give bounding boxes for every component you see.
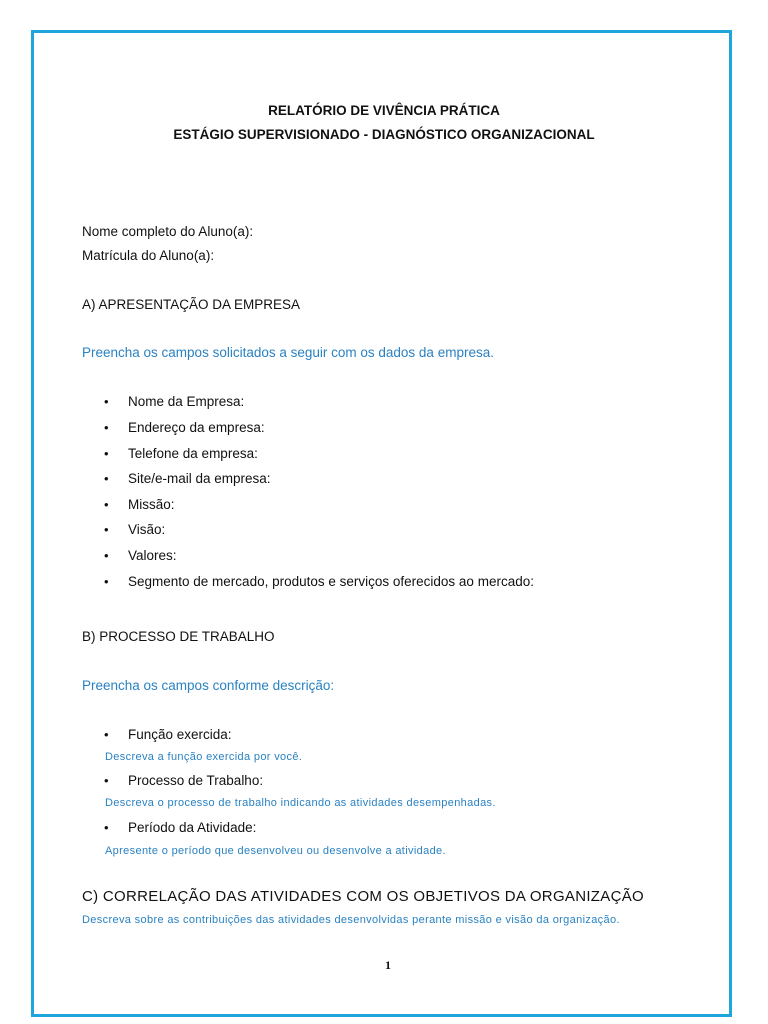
section-a-instruction: Preencha os campos solicitados a seguir com os dados da empresa. — [82, 345, 494, 360]
section-c-hint: Descreva sobre as contribuições das atividades desenvolvidas perante missão e visão da organização. — [82, 914, 620, 926]
document-title: RELATÓRIO DE VIVÊNCIA PRÁTICA — [268, 103, 500, 118]
company-name-label: Nome da Empresa: — [128, 394, 245, 409]
company-segment-label: Segmento de mercado, produtos e serviços oferecidos ao mercado: — [128, 574, 534, 589]
bullet-icon: • — [104, 522, 109, 537]
company-site-label: Site/e-mail da empresa: — [128, 471, 271, 486]
bullet-icon: • — [104, 773, 109, 788]
section-c-heading: C) CORRELAÇÃO DAS ATIVIDADES COM OS OBJETIVOS DA ORGANIZAÇÃO — [82, 888, 644, 905]
work-process-hint: Descreva o processo de trabalho indicando as atividades desempenhadas. — [105, 797, 496, 809]
page-number: 1 — [385, 958, 391, 972]
document-subtitle: ESTÁGIO SUPERVISIONADO - DIAGNÓSTICO ORGANIZACIONAL — [173, 127, 595, 142]
section-b-heading: B) PROCESSO DE TRABALHO — [82, 629, 275, 644]
section-a-heading: A) APRESENTAÇÃO DA EMPRESA — [82, 297, 301, 312]
bullet-icon: • — [104, 727, 109, 742]
activity-period-label: Período da Atividade: — [128, 820, 257, 835]
role-label: Função exercida: — [128, 727, 232, 742]
bullet-icon: • — [104, 820, 109, 835]
company-address-label: Endereço da empresa: — [128, 420, 265, 435]
bullet-icon: • — [104, 574, 109, 589]
company-phone-label: Telefone da empresa: — [128, 446, 258, 461]
work-process-label: Processo de Trabalho: — [128, 773, 264, 788]
activity-period-hint: Apresente o período que desenvolveu ou desenvolve a atividade. — [105, 845, 446, 857]
student-name-label: Nome completo do Aluno(a): — [82, 224, 254, 239]
company-vision-label: Visão: — [128, 522, 166, 537]
bullet-icon: • — [104, 471, 109, 486]
bullet-icon: • — [104, 548, 109, 563]
bullet-icon: • — [104, 420, 109, 435]
bullet-icon: • — [104, 446, 109, 461]
company-values-label: Valores: — [128, 548, 177, 563]
bullet-icon: • — [104, 394, 109, 409]
student-registration-label: Matrícula do Aluno(a): — [82, 248, 215, 263]
role-hint: Descreva a função exercida por você. — [105, 751, 303, 763]
bullet-icon: • — [104, 497, 109, 512]
section-b-instruction: Preencha os campos conforme descrição: — [82, 678, 335, 693]
company-mission-label: Missão: — [128, 497, 175, 512]
